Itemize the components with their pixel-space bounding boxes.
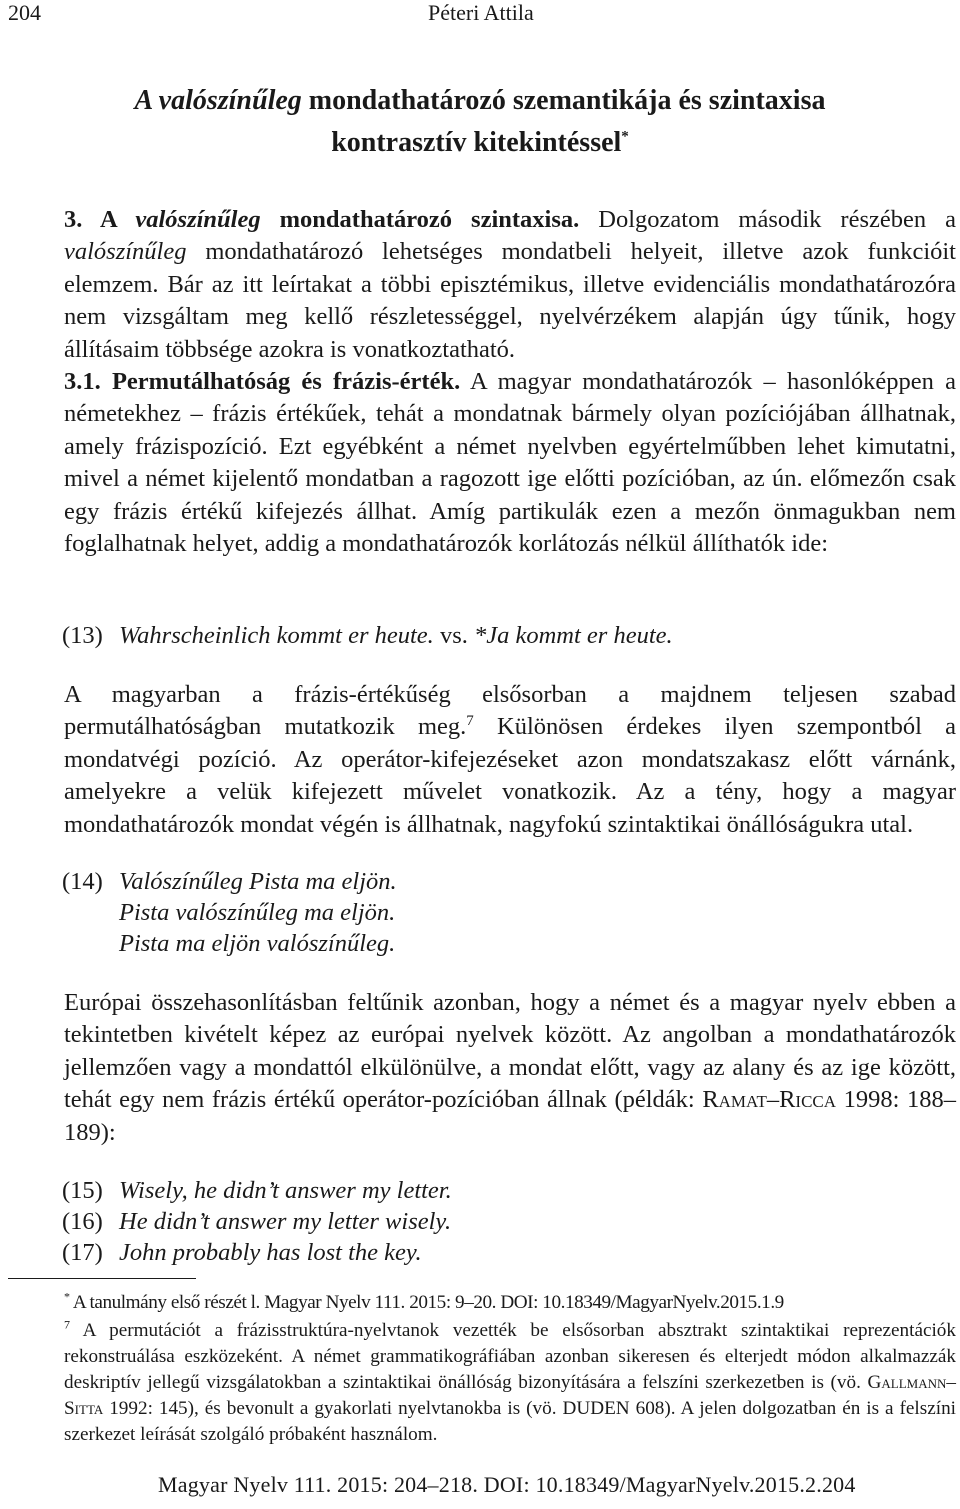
- article-title-line2: [0, 122, 960, 164]
- citation-dash: –: [766, 1086, 780, 1114]
- section-3-1-text: A magyar mondathatározók – hasonlóképpen a németekhez – frázis értékűek, tehát a mondatnak bármely olyan pozíciójában állhatnak, amely frázispozíció. Ezt egyébként a német nyelvben egyértelműbben lehet kimutatni, mivel a német kijelentő mondatban a ragozott ige előtti pozícióban, az ún. előmezőn csak egy frázis értékű kifejezés állhat. Amíg partikulák ezen a mezőn önmagukban nem foglalhatnak helyet, addig a mondathatározók korlátozás nélkül állíthatók ide:: [64, 368, 956, 558]
- title-italic-term: A valószínűleg: [134, 85, 302, 116]
- section-3-text-1: Dolgozatom második részében a: [579, 206, 956, 233]
- section-3-1-heading: 3.1. Permutálhatóság és frázis-érték.: [64, 368, 461, 395]
- citation-ramat: Ramat: [702, 1086, 767, 1114]
- example-16: [62, 1206, 452, 1237]
- footnote-7-marker: 7: [64, 1317, 70, 1332]
- footnote-star-marker: *: [64, 1289, 70, 1304]
- section-3-text-italic: valószínűleg: [64, 238, 187, 266]
- footnote-7: [8, 1318, 956, 1448]
- example-14-line-1: Valószínűleg Pista ma eljön.: [119, 868, 397, 895]
- section-3-1-paragraph: [8, 366, 956, 560]
- footnote-7-text-1: A permutációt a frázisstruktúra-nyelvtanok vezették be elsősorban absztrakt szintaktikai reprezentációk rekonstruálása eszközeként. A német grammatikográfiában azonban sikeresen és elterjedt módon alkalmazzák deskriptív jellegű vizsgálatokban a szintaktikai önállóság bizonyítására a felszíni szerkezetben is (vö.: [64, 1320, 956, 1393]
- footnote-7-citation-sitta: Sitta: [64, 1398, 104, 1419]
- footnote-star: [8, 1290, 956, 1316]
- example-15: [62, 1175, 452, 1206]
- example-15-text: Wisely, he didn’t answer my letter.: [119, 1177, 452, 1204]
- example-15-number: (15): [62, 1177, 103, 1204]
- title-footnote-marker: *: [621, 128, 629, 145]
- example-13: [62, 620, 673, 651]
- example-14-line-3: Pista ma eljön valószínűleg.: [119, 930, 396, 957]
- example-17-number: (17): [62, 1239, 103, 1266]
- section-3-heading-rest: mondathatározó szintaxisa.: [260, 206, 580, 233]
- footnote-7-citation-dash: –: [946, 1372, 956, 1393]
- running-header-author: Péteri Attila: [428, 0, 534, 25]
- footnote-7-ref: 7: [466, 713, 474, 730]
- footnote-separator: [8, 1278, 196, 1279]
- example-17-text: John probably has lost the key.: [119, 1239, 422, 1266]
- article-title-line1: [0, 80, 960, 122]
- example-17: [62, 1237, 452, 1268]
- footnote-star-text: A tanulmány első részét l. Magyar Nyelv 111. 2015: 9–20. DOI: 10.18349/MagyarNyelv.2015.1.9: [69, 1292, 784, 1313]
- page-number: 204: [8, 0, 41, 25]
- example-16-number: (16): [62, 1208, 103, 1235]
- paragraph-3-text-1: Európai összehasonlításban feltűnik azonban, hogy a német és a magyar nyelv ebben a tekintetben kivételt képez az európai nyelvek között. Az angolban a mondathatározók jellemzően vagy a mondattól elkülönülve, a mondat előtt, vagy az alany és az ige között, tehát egy nem frázis értékű operátor-pozícióban állnak (példák:: [64, 989, 956, 1114]
- page-footer-citation: Magyar Nyelv 111. 2015: 204–218. DOI: 10.18349/MagyarNyelv.2015.2.204: [158, 1472, 856, 1497]
- section-3-paragraph: [8, 204, 956, 366]
- example-14-line-2: Pista valószínűleg ma eljön.: [119, 899, 396, 926]
- example-16-text: He didn’t answer my letter wisely.: [119, 1208, 452, 1235]
- citation-ricca: Ricca: [779, 1086, 837, 1114]
- example-14: [62, 866, 397, 959]
- examples-15-17: [62, 1175, 452, 1268]
- paragraph-3: [8, 987, 956, 1149]
- section-3-text-2: mondathatározó lehetséges mondatbeli helyeit, illetve azok funkcióit elemzem. Bár az itt leírtakat a többi episztémikus, illetve evidenciális mondathatározóra nem vizsgáltam meg kellő részletességgel, nyelvérzékem alapján úgy tűnik, hogy állításaim többsége azokra is vonatkoztatható.: [64, 238, 956, 363]
- title-rest: mondathatározó szemantikája és szintaxisa: [301, 85, 826, 116]
- title-line2-text: kontrasztív kitekintéssel: [331, 127, 622, 158]
- paragraph-3-text-2: 1998: 188–189):: [64, 1086, 957, 1146]
- section-3-heading-italic: valószínűleg: [135, 206, 261, 233]
- example-13-german: Wahrscheinlich kommt er heute.: [119, 622, 434, 649]
- example-13-number: (13): [62, 622, 103, 649]
- paragraph-2-text-1: A magyarban a frázis-értékűség elsősorban a majdnem teljesen szabad permutálhatóságban mutatkozik meg.: [64, 681, 956, 741]
- paragraph-2: [8, 679, 956, 841]
- example-13-vs: vs.: [433, 622, 474, 649]
- example-14-number: (14): [62, 868, 103, 895]
- section-3-heading-num: 3. A: [64, 206, 136, 233]
- footnote-7-citation-gallmann: Gallmann: [867, 1372, 947, 1393]
- footnote-7-text-2: 1992: 145), és bevonult a gyakorlati nyelvtanokba is (vö. DUDEN 608). A jelen dolgozatban én is a felszíni szerkezet leírását szolgáló próbaként használom.: [64, 1398, 956, 1445]
- example-13-german-starred: *Ja kommt er heute.: [473, 622, 673, 649]
- paragraph-2-text-2: Különösen érdekes ilyen szempontból a mondatvégi pozíció. Az operátor-kifejezéseket azon mondatszakasz előtt várnánk, amelyekre a velük kifejezett művelet vonatkozik. Az a tény, hogy a magyar mondathatározók mondat végén is állhatnak, nagyfokú szintaktikai önállóságukra utal.: [64, 713, 956, 838]
